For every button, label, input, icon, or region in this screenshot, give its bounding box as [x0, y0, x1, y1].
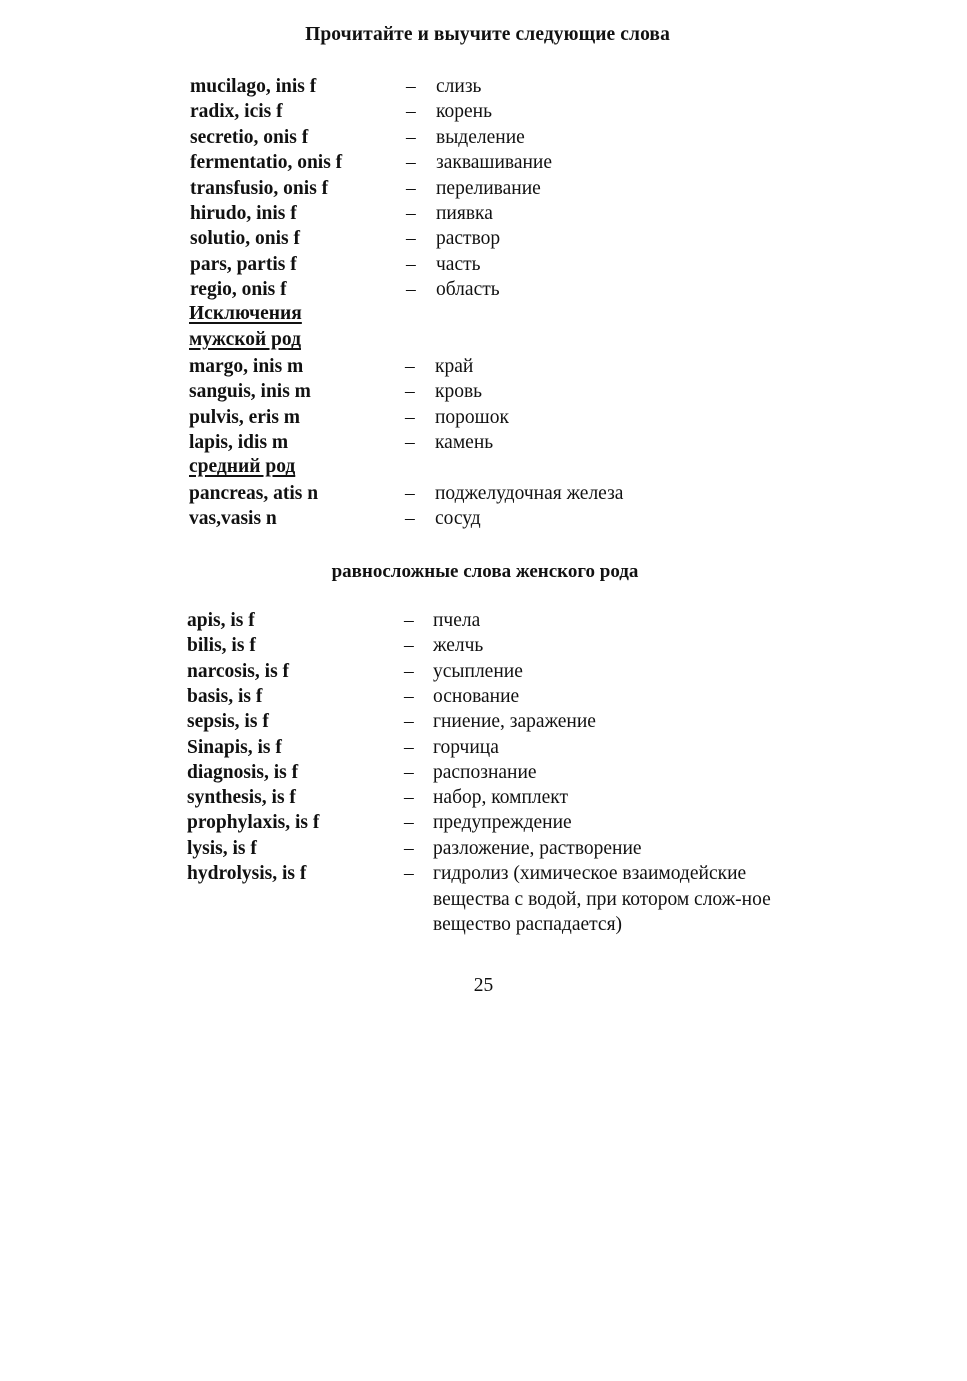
- dash-separator: –: [404, 711, 414, 733]
- dash-separator: –: [406, 177, 416, 199]
- dash-separator: –: [406, 253, 416, 275]
- dash-separator: –: [406, 76, 416, 97]
- vocab-entry: [0, 836, 967, 861]
- exceptions-heading: Исключения: [189, 303, 302, 324]
- dash-separator: –: [404, 635, 414, 657]
- latin-term: basis, is f: [187, 685, 263, 707]
- russian-translation: раствор: [436, 228, 501, 250]
- latin-term: hirudo, inis f: [190, 203, 297, 224]
- vocab-entry: [0, 176, 967, 201]
- latin-term: sepsis, is f: [187, 711, 269, 733]
- latin-term: pars, partis f: [190, 253, 297, 275]
- latin-term: pancreas, atis n: [189, 483, 319, 504]
- russian-translation: камень: [435, 432, 494, 454]
- russian-translation: разложение, растворение: [433, 837, 642, 859]
- neuter-heading: средний род: [189, 456, 296, 477]
- dash-separator: –: [404, 660, 414, 682]
- vocab-entry: [0, 150, 967, 175]
- russian-translation: выделение: [436, 126, 525, 148]
- russian-translation: горчица: [433, 736, 499, 758]
- dash-separator: –: [406, 126, 416, 148]
- vocab-entry: [0, 379, 967, 404]
- vocab-entry: [0, 201, 967, 226]
- russian-translation: сосуд: [435, 508, 481, 530]
- russian-translation: пчела: [433, 610, 481, 631]
- dash-separator: –: [405, 406, 415, 428]
- russian-translation: переливание: [436, 177, 541, 199]
- russian-translation: слизь: [436, 76, 482, 97]
- latin-term: transfusio, onis f: [190, 177, 329, 199]
- vocab-entry: [0, 405, 967, 430]
- latin-term: Sinapis, is f: [187, 736, 282, 758]
- vocab-entry: [0, 760, 967, 785]
- latin-term: mucilago, inis f: [190, 76, 317, 97]
- russian-translation: желчь: [433, 635, 484, 657]
- latin-term: lapis, idis m: [189, 432, 289, 454]
- russian-translation: заквашивание: [436, 152, 553, 174]
- latin-term: regio, onis f: [190, 279, 287, 301]
- russian-translation: усыпление: [433, 660, 523, 682]
- latin-term: fermentatio, onis f: [190, 152, 343, 174]
- dash-separator: –: [405, 381, 415, 403]
- dash-separator: –: [404, 787, 414, 809]
- latin-term: apis, is f: [187, 610, 255, 631]
- russian-translation: край: [435, 356, 474, 377]
- page-number: 25: [473, 975, 494, 996]
- latin-term: pulvis, eris m: [189, 406, 301, 428]
- latin-term: narcosis, is f: [187, 660, 290, 682]
- vocab-entry: [0, 481, 967, 506]
- latin-term: prophylaxis, is f: [187, 812, 320, 834]
- russian-translation: распознание: [433, 761, 537, 783]
- dash-separator: –: [404, 610, 414, 631]
- russian-translation: порошок: [435, 406, 509, 428]
- vocab-entry: [0, 633, 967, 658]
- vocab-entry: [0, 608, 967, 633]
- russian-translation: гидролиз (химическое взаимодейские вещества с водой, при котором слож-ное вещество распадается): [433, 863, 771, 935]
- dash-separator: –: [404, 685, 414, 707]
- russian-translation: основание: [433, 685, 520, 707]
- vocab-entry: [0, 506, 967, 531]
- dash-separator: –: [406, 152, 416, 174]
- vocab-entry: [0, 125, 967, 150]
- dash-separator: –: [405, 508, 415, 530]
- section-title: равносложные слова женского рода: [331, 561, 639, 582]
- vocab-entry: [0, 659, 967, 684]
- latin-term: radix, icis f: [190, 101, 283, 123]
- vocab-entry: [0, 252, 967, 277]
- page-title: Прочитайте и выучите следующие слова: [305, 24, 670, 45]
- latin-term: bilis, is f: [187, 635, 256, 657]
- dash-separator: –: [404, 837, 414, 859]
- vocab-entry: [0, 430, 967, 455]
- vocab-entry: [0, 74, 967, 99]
- russian-translation: кровь: [435, 381, 483, 403]
- latin-term: lysis, is f: [187, 837, 257, 859]
- dash-separator: –: [406, 101, 416, 123]
- dash-separator: –: [406, 279, 416, 301]
- dash-separator: –: [404, 863, 414, 884]
- vocab-entry: [0, 735, 967, 760]
- dash-separator: –: [405, 483, 415, 504]
- vocab-entry: [0, 810, 967, 835]
- dash-separator: –: [404, 736, 414, 758]
- vocab-entry: [0, 226, 967, 251]
- vocab-entry: [0, 709, 967, 734]
- russian-translation: часть: [436, 253, 481, 275]
- vocab-entry: [0, 684, 967, 709]
- latin-term: vas,vasis n: [189, 508, 277, 530]
- latin-term: synthesis, is f: [187, 787, 296, 809]
- latin-term: sanguis, inis m: [189, 381, 311, 403]
- latin-term: secretio, onis f: [190, 126, 309, 148]
- russian-translation: пиявка: [436, 203, 493, 224]
- dash-separator: –: [405, 356, 415, 377]
- dash-separator: –: [406, 203, 416, 224]
- vocab-entry: [0, 277, 967, 302]
- dash-separator: –: [406, 228, 416, 250]
- vocab-entry: [0, 785, 967, 810]
- russian-translation: корень: [436, 101, 492, 123]
- russian-translation: поджелудочная железа: [435, 483, 624, 504]
- vocab-entry: [0, 861, 967, 935]
- vocab-entry: [0, 354, 967, 379]
- latin-term: margo, inis m: [189, 356, 304, 377]
- latin-term: diagnosis, is f: [187, 761, 299, 783]
- russian-translation: гниение, заражение: [433, 711, 596, 733]
- russian-translation: область: [436, 279, 500, 301]
- russian-translation: предупреждение: [433, 812, 572, 834]
- russian-translation: набор, комплект: [433, 787, 569, 809]
- latin-term: hydrolysis, is f: [187, 863, 307, 884]
- masculine-heading: мужской род: [189, 329, 301, 350]
- dash-separator: –: [404, 812, 414, 834]
- dash-separator: –: [404, 761, 414, 783]
- latin-term: solutio, onis f: [190, 228, 300, 250]
- vocab-entry: [0, 99, 967, 124]
- dash-separator: –: [405, 432, 415, 454]
